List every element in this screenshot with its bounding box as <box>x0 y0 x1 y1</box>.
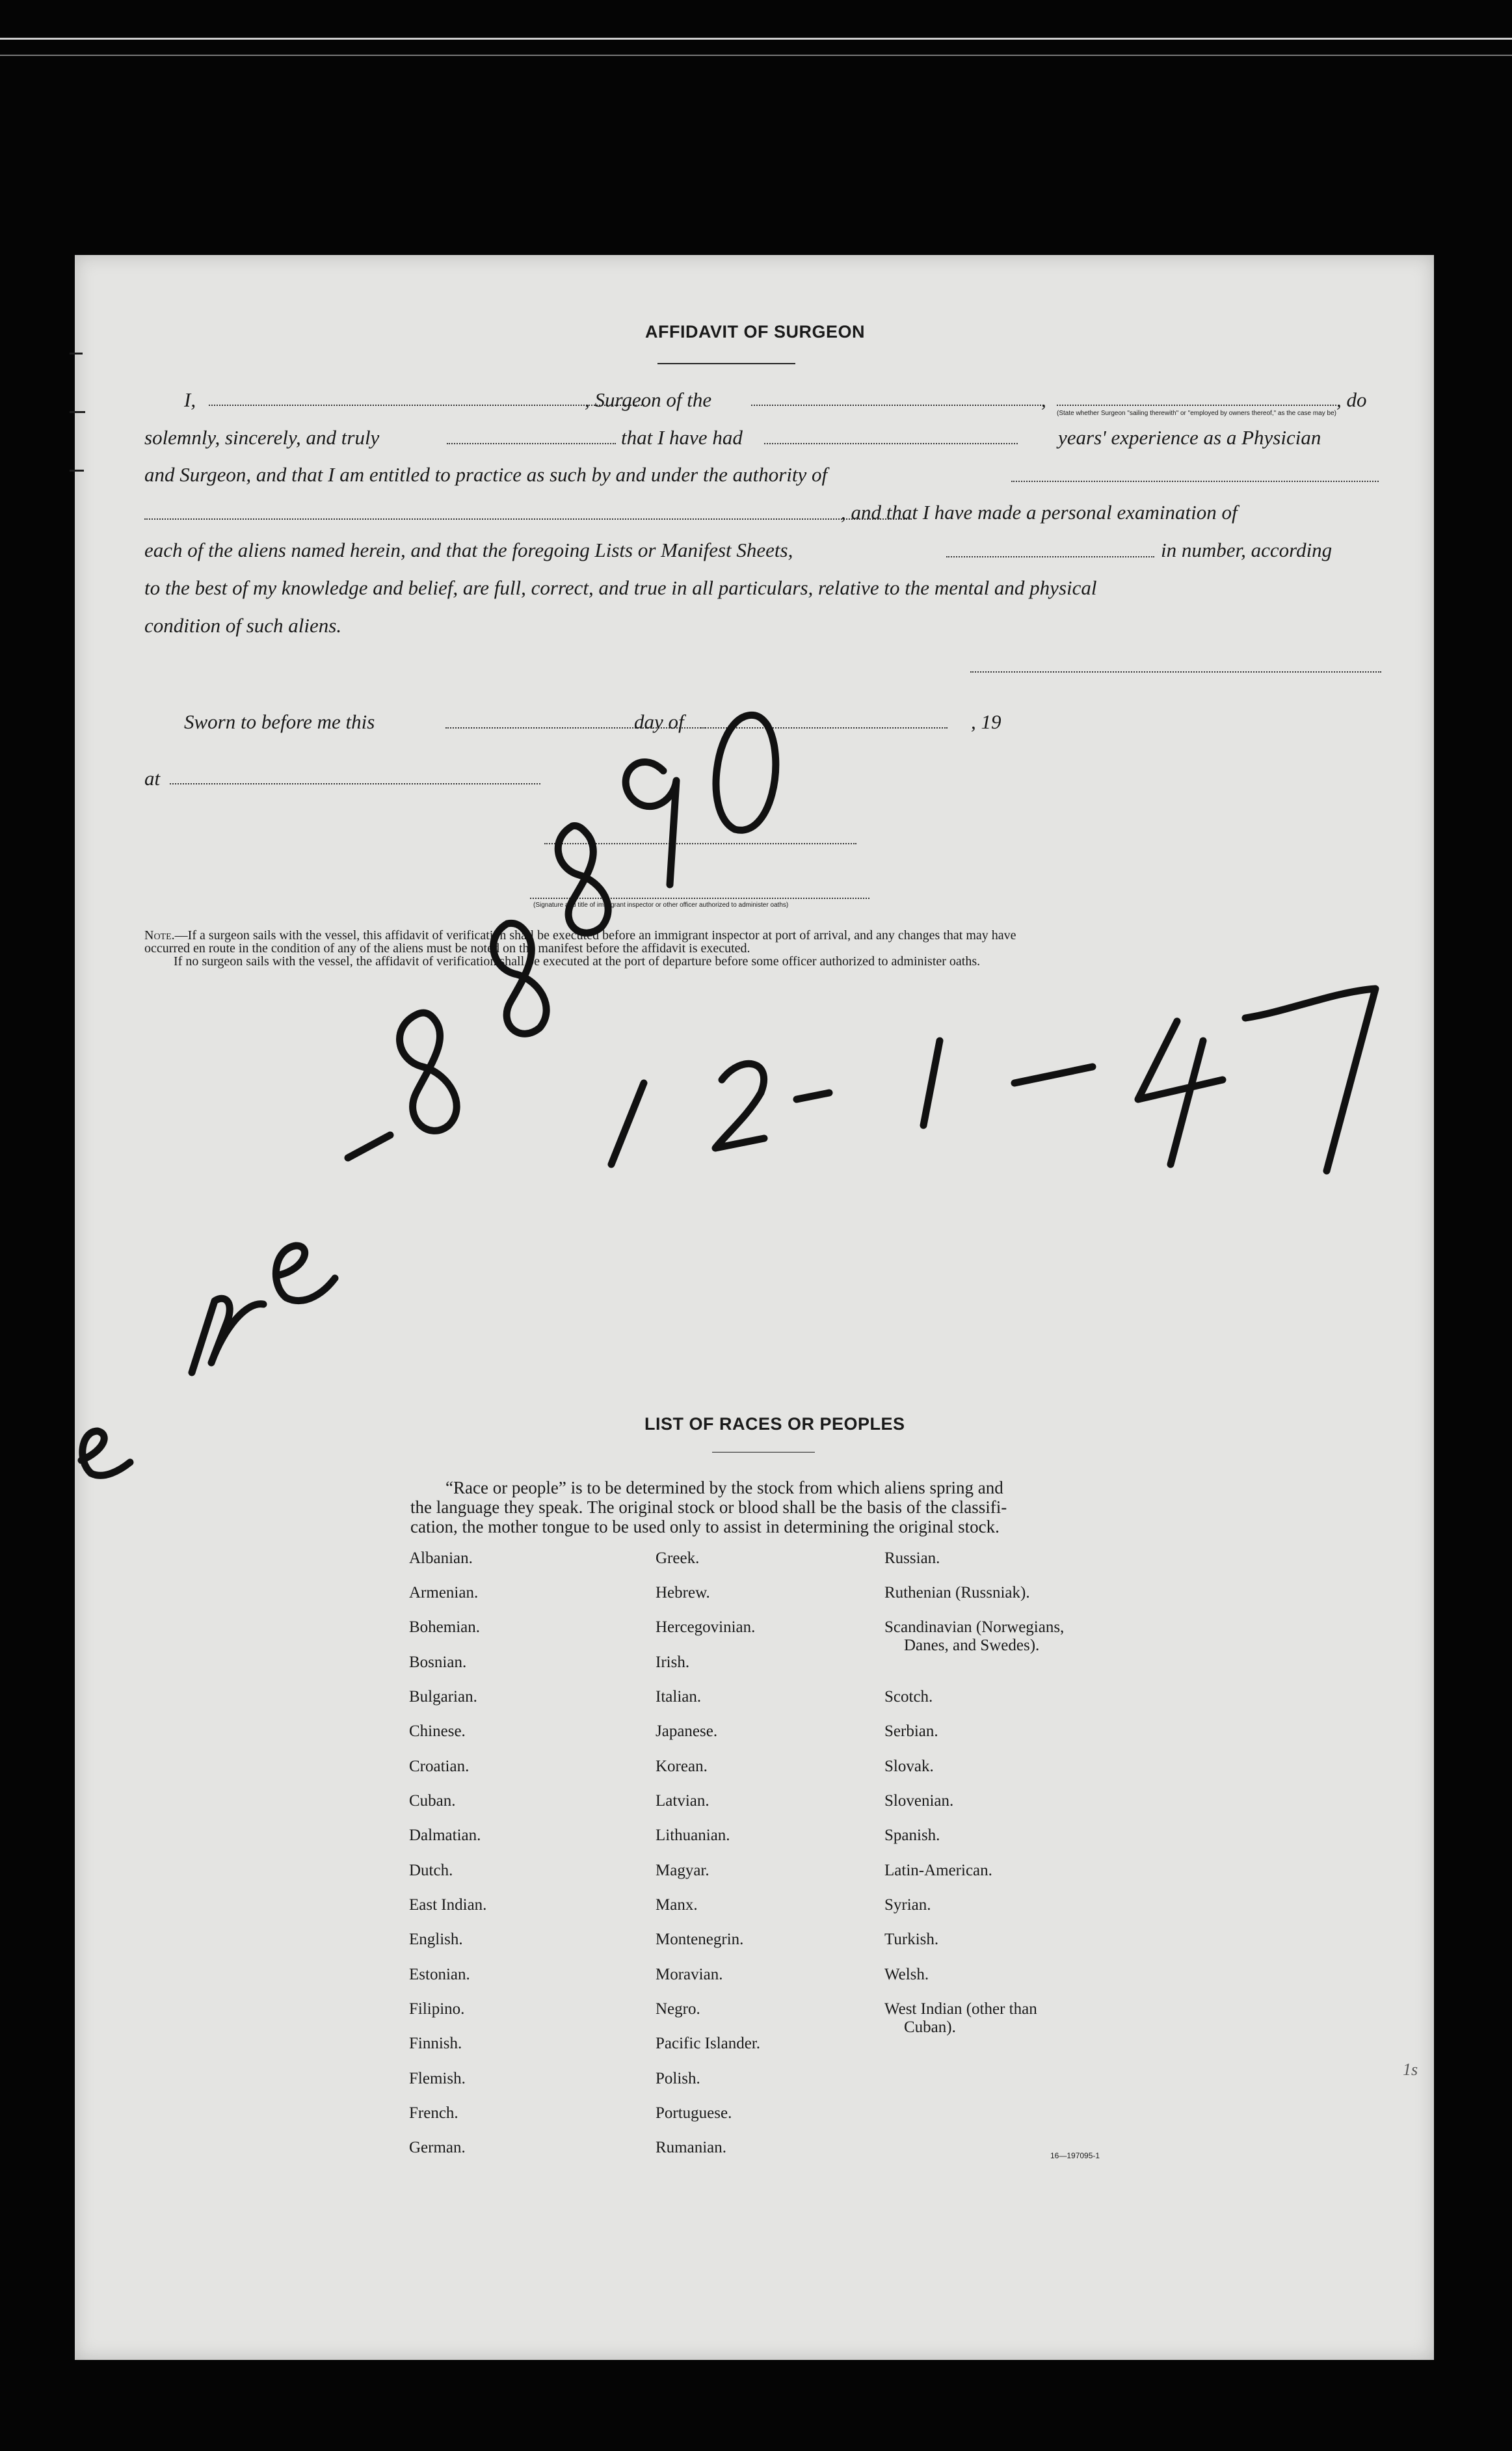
race-item: Italian. <box>656 1688 702 1706</box>
race-item: Rumanian. <box>656 2139 727 2156</box>
race-item: Spanish. <box>884 1827 940 1844</box>
race-item: Dalmatian. <box>409 1827 481 1844</box>
races-title: LIST OF RACES OR PEOPLES <box>644 1414 905 1434</box>
in-number-text: in number, according <box>1161 539 1333 561</box>
race-item: Filipino. <box>409 2000 465 2018</box>
race-item: Slovak. <box>884 1758 934 1775</box>
race-item: Japanese. <box>656 1722 718 1740</box>
document-page <box>75 255 1434 2360</box>
race-item: Greek. <box>656 1549 700 1567</box>
signature-caption: (Signature and title of immigrant inspector or other officer authorized to administer oaths) <box>533 902 789 909</box>
at-text: at <box>144 767 161 790</box>
race-item: Armenian. <box>409 1584 479 1601</box>
race-item: Dutch. <box>409 1862 453 1879</box>
race-item: Danes, and Swedes). <box>904 1637 1040 1654</box>
knowledge-text: to the best of my knowledge and belief, are full, correct, and true in all particulars, relative to the mental and physical <box>144 576 1097 599</box>
race-item: Latvian. <box>656 1792 710 1810</box>
race-item: Russian. <box>884 1549 940 1567</box>
race-item: English. <box>409 1931 463 1948</box>
race-item: Bulgarian. <box>409 1688 477 1706</box>
races-intro-line-2: the language they speak. The original stock or blood shall be the basis of the classifi- <box>410 1497 1007 1517</box>
note-text-1: —If a surgeon sails with the vessel, this affidavit of verification shall be executed before an immigrant inspector at port of arrival, and any changes that may have <box>174 928 1016 943</box>
race-item: Polish. <box>656 2070 700 2087</box>
race-item: Bosnian. <box>409 1654 467 1671</box>
race-item: Serbian. <box>884 1722 938 1740</box>
race-item: Hebrew. <box>656 1584 710 1601</box>
note-line-3: If no surgeon sails with the vessel, the affidavit of verification shall be executed at the port of departure before some officer authorized to administer oaths. <box>174 954 981 969</box>
race-item: Scotch. <box>884 1688 933 1706</box>
years-experience-text: years' experience as a Physician <box>1058 426 1321 449</box>
affidavit-title: AFFIDAVIT OF SURGEON <box>645 322 865 342</box>
race-item: Welsh. <box>884 1966 929 1983</box>
race-item: Estonian. <box>409 1966 470 1983</box>
race-item: West Indian (other than <box>884 2000 1037 2018</box>
race-item: Irish. <box>656 1654 690 1671</box>
race-item: Scandinavian (Norwegians, <box>884 1618 1065 1636</box>
surgeon-status-note: (State whether Surgeon "sailing therewith" or "employed by owners thereof," as the case may be) <box>1057 410 1336 417</box>
race-item: Hercegovinian. <box>656 1618 756 1636</box>
race-item: Slovenian. <box>884 1792 954 1810</box>
note-line-2: occurred en route in the condition of any of the aliens must be noted on the manifest before the affidavit is executed. <box>144 941 750 956</box>
race-item: Negro. <box>656 2000 700 2018</box>
race-item: Moravian. <box>656 1966 723 1983</box>
race-item: Flemish. <box>409 2070 466 2087</box>
race-item: Pacific Islander. <box>656 2035 761 2052</box>
race-item: Manx. <box>656 1896 698 1914</box>
personal-examination-text: , and that I have made a personal examination of <box>841 501 1238 524</box>
race-item: German. <box>409 2139 466 2156</box>
handwritten-date <box>611 989 1375 1171</box>
race-item: East Indian. <box>409 1896 487 1914</box>
race-item: Magyar. <box>656 1862 710 1879</box>
race-item: Korean. <box>656 1758 708 1775</box>
race-item: French. <box>409 2104 458 2122</box>
races-intro-line-1: “Race or people” is to be determined by the stock from which aliens spring and <box>445 1478 1003 1497</box>
do-label: , do <box>1336 388 1367 411</box>
race-item: Latin-American. <box>884 1862 992 1879</box>
condition-text: condition of such aliens. <box>144 614 342 637</box>
race-item: Bohemian. <box>409 1618 481 1636</box>
form-number: 16—197095-1 <box>1050 2151 1100 2160</box>
note-label: Note. <box>144 928 175 943</box>
race-item: Portuguese. <box>656 2104 732 2122</box>
race-item: Albanian. <box>409 1549 473 1567</box>
sworn-text: Sworn to before me this <box>184 710 375 733</box>
year-text: , 19 <box>971 710 1001 733</box>
race-item: Ruthenian (Russniak). <box>884 1584 1030 1601</box>
race-item: Croatian. <box>409 1758 470 1775</box>
handwritten-case-number <box>81 715 776 1475</box>
race-item: Syrian. <box>884 1896 931 1914</box>
race-item: Cuban. <box>409 1792 456 1810</box>
solemnly-text: solemnly, sincerely, and truly <box>144 426 380 449</box>
day-of-text: day of <box>634 710 684 733</box>
authority-text: and Surgeon, and that I am entitled to practice as such by and under the authority of <box>144 463 828 486</box>
adjacent-page-mark: 1s <box>1403 2060 1418 2079</box>
race-item: Montenegrin. <box>656 1931 744 1948</box>
race-item: Lithuanian. <box>656 1827 730 1844</box>
surgeon-of-the-label: , Surgeon of the <box>585 388 712 411</box>
race-item: Turkish. <box>884 1931 939 1948</box>
that-i-have-had-text: that I have had <box>621 426 743 449</box>
race-item: Chinese. <box>409 1722 466 1740</box>
race-item: Cuban). <box>904 2018 956 2036</box>
affidavit-i: I, <box>184 388 196 411</box>
comma: , <box>1041 388 1046 411</box>
races-intro-line-3: cation, the mother tongue to be used only to assist in determining the original stock. <box>410 1517 1000 1536</box>
race-item: Finnish. <box>409 2035 462 2052</box>
manifest-sheets-text: each of the aliens named herein, and that the foregoing Lists or Manifest Sheets, <box>144 539 793 561</box>
